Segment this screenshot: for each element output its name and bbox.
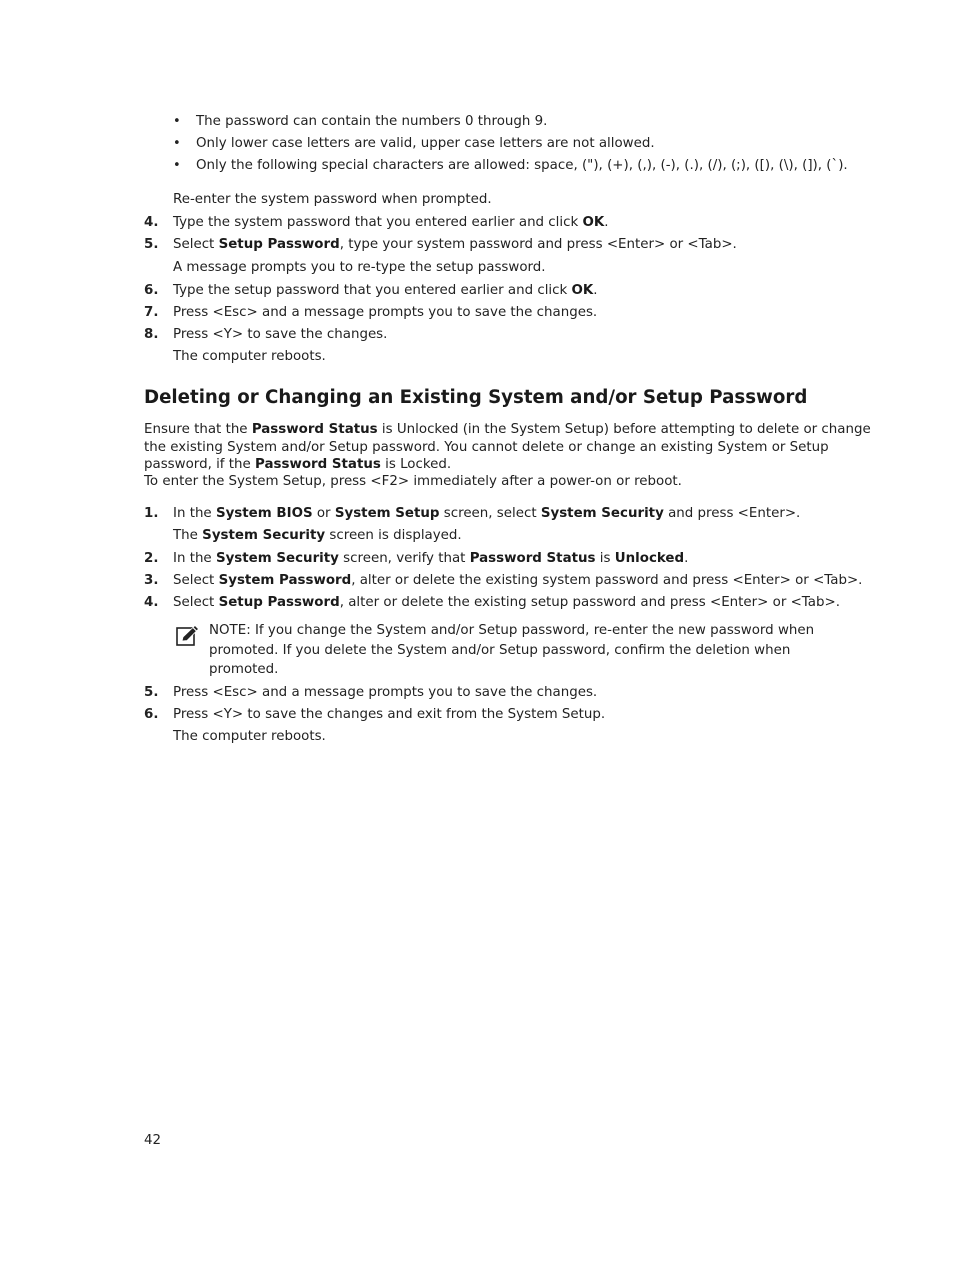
- step-text: Press <Y> to save the changes and exit from the System Setup.: [173, 707, 606, 722]
- intro-line: the existing System and/or Setup password. You cannot delete or change an existing System or Setup: [144, 439, 829, 455]
- step-text: Press <Y> to save the changes.: [173, 327, 388, 342]
- step-number: 5.: [144, 685, 159, 700]
- step-followup: The computer reboots.: [173, 349, 326, 364]
- step-text: Select Setup Password, alter or delete the existing setup password and press <Enter> or <Tab>.: [173, 595, 840, 610]
- bullet-item: The password can contain the numbers 0 through 9.: [196, 114, 548, 129]
- step-followup: Re-enter the system password when prompted.: [173, 192, 492, 207]
- step-number: 1.: [144, 506, 159, 521]
- step-number: 2.: [144, 551, 159, 566]
- step-number: 6.: [144, 283, 159, 298]
- step-text: Type the setup password that you entered earlier and click OK.: [173, 283, 598, 298]
- step-number: 7.: [144, 305, 159, 320]
- page-number: 42: [144, 1133, 162, 1148]
- note-line: NOTE: If you change the System and/or Setup password, re-enter the new password when: [209, 623, 815, 638]
- step-followup: A message prompts you to re-type the setup password.: [173, 260, 546, 275]
- step-number: 8.: [144, 327, 159, 342]
- intro-line: password, if the Password Status is Locked.: [144, 457, 452, 472]
- step-number: 5.: [144, 237, 159, 252]
- step-number: 6.: [144, 707, 159, 722]
- bullet-marker: •: [173, 158, 181, 173]
- bullet-item: Only the following special characters are allowed: space, ("), (+), (,), (-), (.), (/), (;), ([), (\), (]), (`).: [196, 158, 848, 173]
- step-text: In the System BIOS or System Setup screen, select System Security and press <Enter>.: [173, 506, 801, 521]
- bullet-marker: •: [173, 136, 181, 151]
- intro-line: To enter the System Setup, press <F2> immediately after a power-on or reboot.: [144, 474, 682, 489]
- step-text: Press <Esc> and a message prompts you to save the changes.: [173, 305, 598, 320]
- note-label: NOTE:: [209, 623, 251, 638]
- step-number: 4.: [144, 595, 159, 610]
- section-heading: Deleting or Changing an Existing System and/or Setup Password: [144, 387, 808, 408]
- step-followup: The System Security screen is displayed.: [173, 528, 462, 543]
- step-text: Type the system password that you entered earlier and click OK.: [173, 215, 609, 230]
- bullet-marker: •: [173, 114, 181, 129]
- step-followup: The computer reboots.: [173, 729, 326, 744]
- pencil-note-icon: [176, 624, 200, 646]
- step-number: 3.: [144, 573, 159, 588]
- bullet-item: Only lower case letters are valid, upper case letters are not allowed.: [196, 136, 655, 151]
- note-line: promoted. If you delete the System and/or Setup password, confirm the deletion when: [209, 642, 791, 658]
- step-text: Select System Password, alter or delete the existing system password and press <Enter> or <Tab>.: [173, 573, 863, 588]
- step-text: Press <Esc> and a message prompts you to save the changes.: [173, 685, 598, 700]
- step-text: In the System Security screen, verify that Password Status is Unlocked.: [173, 551, 689, 566]
- intro-line: Ensure that the Password Status is Unlocked (in the System Setup) before attempting to delete or change: [144, 422, 871, 437]
- step-number: 4.: [144, 215, 159, 230]
- note-line: promoted.: [209, 662, 279, 677]
- step-text: Select Setup Password, type your system password and press <Enter> or <Tab>.: [173, 237, 737, 252]
